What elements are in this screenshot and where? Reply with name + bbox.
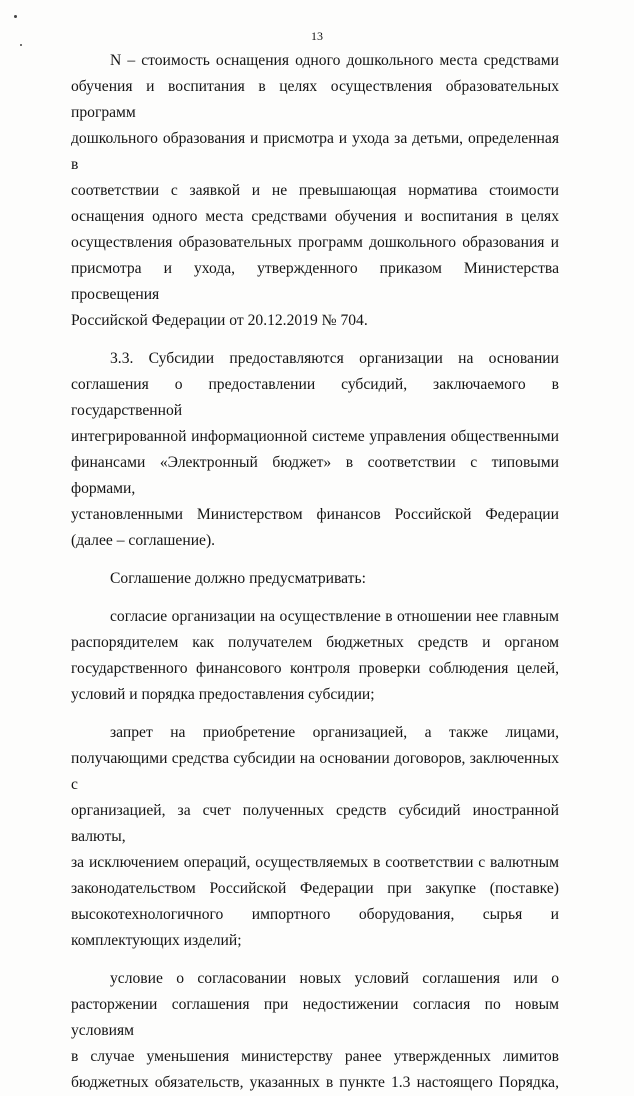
text-line: Соглашение должно предусматривать:	[110, 570, 366, 587]
scan-speck	[14, 15, 17, 18]
text-line: осуществления образовательных программ дошкольного образования и	[71, 234, 559, 251]
text-line: получающими средства субсидии на основании договоров, заключенных с	[71, 750, 559, 793]
text-line: соглашения о предоставлении субсидий, заключаемого в государственной	[71, 376, 559, 419]
text-line: присмотра и ухода, утвержденного приказом Министерства просвещения	[71, 260, 559, 303]
text-line: оснащения одного места средствами обучения и воспитания в целях	[71, 208, 559, 225]
text-line: запрет на приобретение организацией, а также лицами,	[110, 724, 559, 741]
scan-speck	[20, 44, 22, 46]
text-line: интегрированной информационной системе управления общественными	[71, 428, 559, 445]
text-line: (далее – соглашение).	[71, 532, 216, 549]
text-line: N – стоимость оснащения одного дошкольного места средствами	[110, 52, 559, 69]
text-line: законодательством Российской Федерации при закупке (поставке)	[71, 880, 559, 897]
text-line: высокотехнологичного импортного оборудования, сырья и	[71, 906, 559, 923]
document-body	[71, 48, 559, 1096]
text-line: комплектующих изделий;	[71, 932, 242, 949]
text-line: государственного финансового контроля проверки соблюдения целей,	[71, 660, 559, 677]
text-line: бюджетных обязательств, указанных в пункте 1.3 настоящего Порядка,	[71, 1074, 559, 1091]
paragraph-3-3	[71, 346, 559, 554]
text-line: согласие организации на осуществление в отношении нее главным	[110, 608, 559, 625]
text-line: условие о согласовании новых условий соглашения или о	[110, 970, 559, 987]
text-line: расторжении соглашения при недостижении согласия по новым условиям	[71, 996, 559, 1039]
text-line: 3.3. Субсидии предоставляются организации на основании	[110, 350, 559, 367]
text-line: в случае уменьшения министерству ранее утвержденных лимитов	[71, 1048, 559, 1065]
page-number: 13	[311, 29, 323, 43]
text-line: за исключением операций, осуществляемых в соответствии с валютным	[71, 854, 559, 871]
text-line: дошкольного образования и присмотра и ухода за детьми, определенная в	[71, 130, 559, 173]
text-line: установленными Министерством финансов Российской Федерации	[71, 506, 559, 523]
paragraph-consent	[71, 604, 559, 708]
text-line: финансами «Электронный бюджет» в соответствии с типовыми формами,	[71, 454, 559, 497]
text-line: организацией, за счет полученных средств субсидий иностранной валюты,	[71, 802, 559, 845]
paragraph-prohibition	[71, 720, 559, 954]
text-line: условий и порядка предоставления субсидии;	[71, 686, 375, 703]
text-line: обучения и воспитания в целях осуществления образовательных программ	[71, 78, 559, 121]
paragraph-n-definition	[71, 48, 559, 334]
text-line: распорядителем как получателем бюджетных средств и органом	[71, 634, 559, 651]
text-line: соответствии с заявкой и не превышающая норматива стоимости	[71, 182, 559, 199]
paragraph-new-conditions	[71, 966, 559, 1096]
paragraph-agreement-intro	[71, 566, 559, 592]
text-line: Российской Федерации от 20.12.2019 № 704.	[71, 312, 368, 329]
